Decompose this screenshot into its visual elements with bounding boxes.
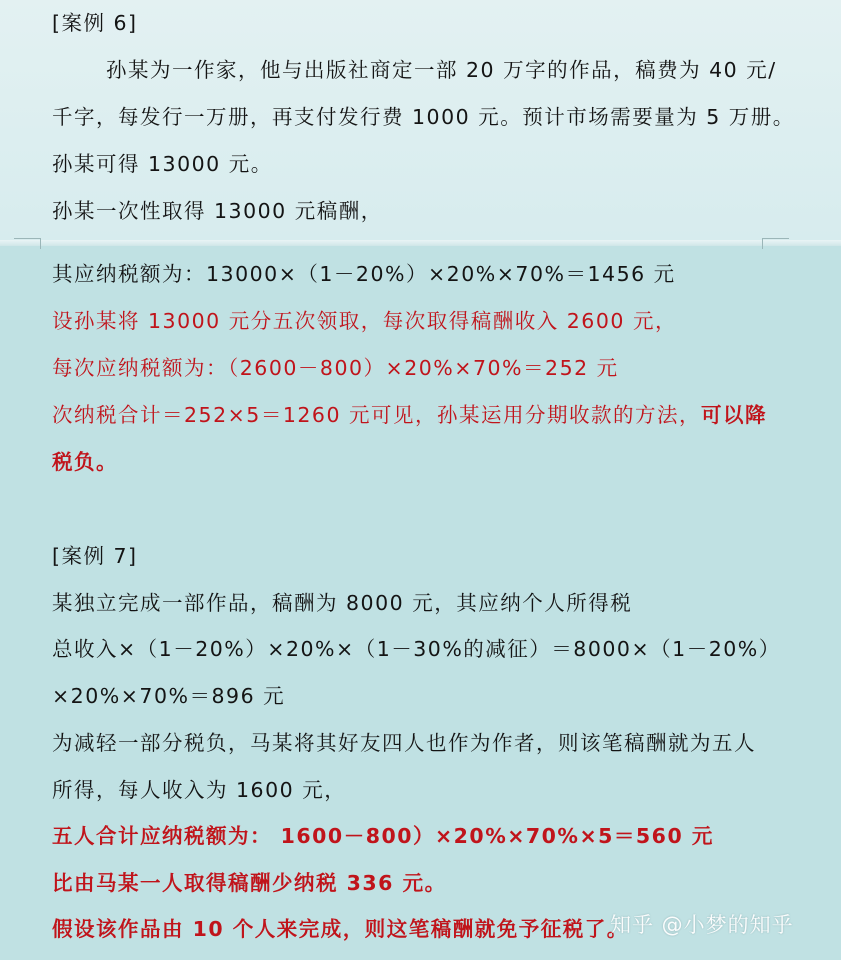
case6-red-line-3: [52, 400, 767, 430]
case6-paragraph-line-4: 孙某一次性取得 13000 元稿酬，: [52, 199, 383, 223]
case6-red-line-3-text: 次纳税合计＝252×5＝1260 元可见，孙某运用分期收款的方法，: [52, 403, 702, 427]
case7-red-line-1: 五人合计应纳税额为： 1600－800）×20%×70%×5＝560 元: [52, 824, 714, 848]
case6-red-line-3-bold: 可以降: [701, 403, 768, 427]
case6-red-line-1: 设孙某将 13000 元分五次领取，每次取得稿酬收入 2600 元，: [52, 309, 677, 333]
case7-red-line-2: 比由马某一人取得稿酬少纳税 336 元。: [52, 871, 447, 895]
case6-paragraph-line-3: 孙某可得 13000 元。: [52, 152, 273, 176]
case7-paragraph-line-2: 总收入×（1－20%）×20%×（1－30%的减征）＝8000×（1－20%）: [52, 637, 781, 661]
crop-mark-right: [762, 238, 789, 249]
zhihu-watermark: 知乎 @小梦的知乎: [610, 913, 794, 937]
case7-red-line-3: 假设该作品由 10 个人来完成，则这笔稿酬就免予征税了。: [52, 917, 629, 941]
case7-paragraph-line-5: 所得，每人收入为 1600 元，: [52, 778, 347, 802]
case7-heading: [案例 7]: [52, 544, 138, 568]
case6-paragraph-line-2: 千字，每发行一万册，再支付发行费 1000 元。预计市场需要量为 5 万册。: [52, 105, 795, 129]
case6-heading: [案例 6]: [52, 11, 138, 35]
crop-mark-left: [14, 238, 41, 249]
case7-paragraph-line-3: ×20%×70%＝896 元: [52, 684, 286, 708]
case7-paragraph-line-4: 为减轻一部分税负，马某将其好友四人也作为作者，则该笔稿酬就为五人: [52, 731, 756, 755]
case6-paragraph-line-1: 孙某为一作家，他与出版社商定一部 20 万字的作品，稿费为 40 元/: [106, 58, 777, 82]
case6-tax-formula: 其应纳税额为：13000×（1－20%）×20%×70%＝1456 元: [52, 262, 676, 286]
case6-red-line-4: 税负。: [52, 450, 118, 474]
case6-red-line-2: 每次应纳税额为：（2600－800）×20%×70%＝252 元: [52, 356, 619, 380]
case7-paragraph-line-1: 某独立完成一部作品，稿酬为 8000 元，其应纳个人所得税: [52, 591, 633, 615]
page-break: [0, 240, 841, 246]
